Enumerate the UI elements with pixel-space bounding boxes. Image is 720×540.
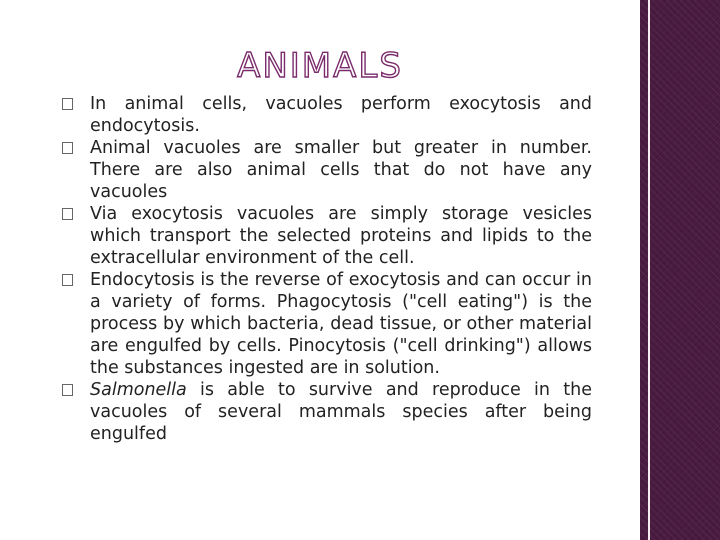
square-bullet-icon: [62, 98, 73, 110]
bullet-item-vacuole-size: [62, 137, 592, 203]
bullet-text: In animal cells, vacuoles perform exocytosis and endocytosis.: [90, 94, 592, 136]
bullet-item-salmonella: [62, 379, 592, 445]
bullet-text: is able to survive and reproduce in the vacuoles of several mammals species after being engulfed: [90, 380, 592, 444]
bullet-text: Endocytosis is the reverse of exocytosis and can occur in a variety of forms. Phagocytosis ("cell eating") is the process by which bacteria, dead tissue, or other material are engulfed by cells. Pinocytosis ("cell drinking") allows the substances ingested are in solution.: [90, 270, 592, 378]
decorative-side-line: [648, 0, 650, 540]
bullet-italic-term: Salmonella: [90, 380, 187, 400]
square-bullet-icon: [62, 384, 73, 396]
bullet-text: Animal vacuoles are smaller but greater in number. There are also animal cells that do not have any vacuoles: [90, 138, 592, 202]
bullet-text: Via exocytosis vacuoles are simply storage vesicles which transport the selected proteins and lipids to the extracellular environment of the cell.: [90, 204, 592, 268]
bullet-item-exocytosis: [62, 203, 592, 269]
bullet-item-cell-vacuoles: [62, 93, 592, 137]
slide-title: ANIMALS: [237, 46, 403, 86]
bullet-item-endocytosis: [62, 269, 592, 379]
decorative-side-band: [640, 0, 720, 540]
bullet-list: [62, 93, 592, 445]
square-bullet-icon: [62, 142, 73, 154]
square-bullet-icon: [62, 208, 73, 220]
square-bullet-icon: [62, 274, 73, 286]
